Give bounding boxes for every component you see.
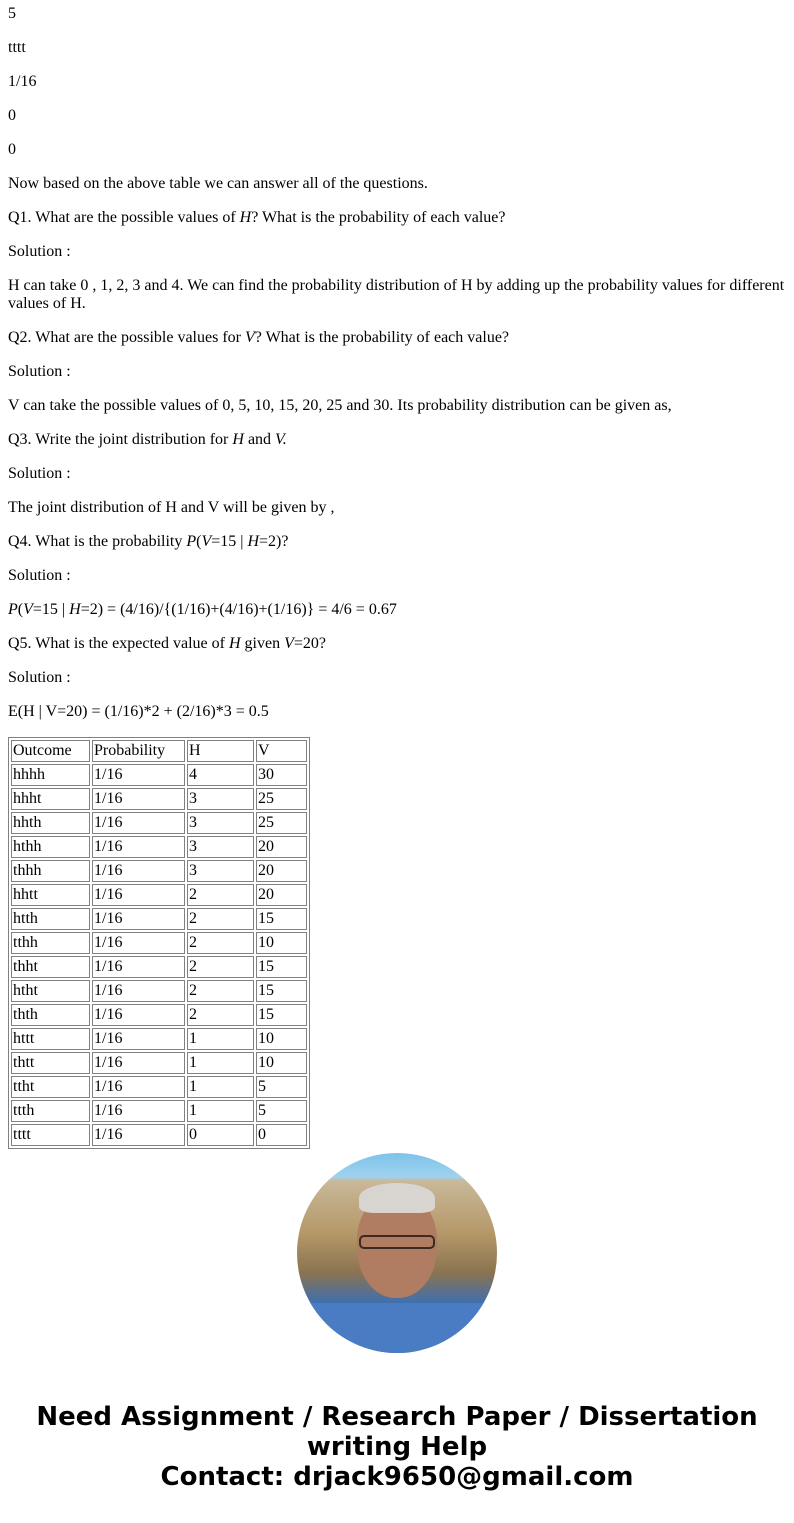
math-variable: H [239, 209, 252, 226]
table-cell: 1 [187, 1100, 254, 1122]
paragraph [8, 465, 788, 483]
text-segment: and [243, 431, 276, 448]
table-row [11, 956, 307, 978]
text-segment: Solution : [8, 567, 71, 584]
table-cell: 3 [187, 812, 254, 834]
table-cell: 1/16 [92, 908, 185, 930]
table-row [11, 1052, 307, 1074]
text-segment: Solution : [8, 243, 71, 260]
table-cell: 1/16 [92, 884, 185, 906]
table-row [11, 1124, 307, 1146]
paragraph [8, 39, 788, 57]
paragraph [8, 5, 788, 23]
table-row [11, 908, 307, 930]
table-cell: 1/16 [92, 788, 185, 810]
table-cell: 2 [187, 932, 254, 954]
paragraph [8, 601, 788, 619]
table-cell: 1/16 [92, 1100, 185, 1122]
table-cell: ttth [11, 1100, 90, 1122]
contact-banner [0, 1402, 794, 1492]
text-segment: Q3. Write the joint distribution for [8, 431, 233, 448]
column-header: V [256, 740, 307, 762]
table-header-row [11, 740, 307, 762]
table-cell: hhht [11, 788, 90, 810]
table-cell: 1/16 [92, 1124, 185, 1146]
text-segment: The joint distribution of H and V will be given by , [8, 499, 335, 516]
paragraph [8, 73, 788, 91]
table-cell: 3 [187, 788, 254, 810]
table-cell: tttt [11, 1124, 90, 1146]
math-variable: V [284, 635, 294, 652]
table-cell: 20 [256, 860, 307, 882]
paragraph [8, 175, 788, 193]
text-segment: =15 | [211, 533, 248, 550]
table-row [11, 764, 307, 786]
math-variable: V [244, 329, 255, 346]
table-cell: 0 [256, 1124, 307, 1146]
table-cell: 3 [187, 836, 254, 858]
table-cell: 20 [256, 836, 307, 858]
table-cell: 25 [256, 788, 307, 810]
table-cell: 25 [256, 812, 307, 834]
table-cell: 1 [187, 1028, 254, 1050]
table-cell: 1 [187, 1076, 254, 1098]
avatar-glasses [359, 1235, 435, 1249]
table-cell: 5 [256, 1076, 307, 1098]
table-cell: 1/16 [92, 1004, 185, 1026]
math-variable: H [247, 533, 260, 550]
contact-email: Contact: drjack9650@gmail.com [160, 1462, 634, 1492]
text-segment: Q1. What are the possible values of [8, 209, 240, 226]
table-row [11, 1100, 307, 1122]
text-segment: ( [17, 601, 24, 618]
table-cell: 1/16 [92, 956, 185, 978]
table-cell: 10 [256, 932, 307, 954]
text-segment: =2)? [259, 533, 289, 550]
table-row [11, 812, 307, 834]
table-cell: 5 [256, 1100, 307, 1122]
table-cell: htth [11, 908, 90, 930]
text-segment: 0 [8, 141, 16, 158]
math-variable: P [8, 601, 18, 618]
table-cell: ttht [11, 1076, 90, 1098]
column-header: H [187, 740, 254, 762]
paragraph [8, 141, 788, 159]
column-header: Probability [92, 740, 185, 762]
paragraph [8, 397, 788, 415]
table-cell: httt [11, 1028, 90, 1050]
paragraph [8, 363, 788, 381]
author-avatar [297, 1153, 497, 1353]
text-segment: Q5. What is the expected value of [8, 635, 229, 652]
table-cell: 30 [256, 764, 307, 786]
paragraph [8, 243, 788, 261]
column-header: Outcome [11, 740, 90, 762]
math-variable: H [69, 601, 81, 618]
paragraph [8, 209, 788, 227]
table-cell: 2 [187, 1004, 254, 1026]
avatar-hair [359, 1183, 435, 1213]
table-row [11, 860, 307, 882]
table-cell: tthh [11, 932, 90, 954]
paragraph [8, 533, 788, 551]
text-segment: 5 [8, 5, 16, 22]
table-cell: thtt [11, 1052, 90, 1074]
paragraph [8, 635, 788, 653]
table-cell: 15 [256, 908, 307, 930]
paragraph [8, 329, 788, 347]
text-segment: Solution : [8, 669, 71, 686]
text-segment: Solution : [8, 363, 71, 380]
table-cell: 1/16 [92, 764, 185, 786]
table-cell: 1/16 [92, 812, 185, 834]
table-cell: 10 [256, 1052, 307, 1074]
text-segment: Q4. What is the probability [8, 533, 187, 550]
table-cell: thth [11, 1004, 90, 1026]
table-row [11, 836, 307, 858]
paragraph [8, 277, 788, 313]
text-segment: =2) = (4/16)/{(1/16)+(4/16)+(1/16)} = 4/6 = 0.67 [80, 601, 397, 618]
paragraph [8, 107, 788, 125]
text-segment: Q2. What are the possible values for [8, 329, 245, 346]
table-cell: htht [11, 980, 90, 1002]
text-segment: ( [196, 533, 202, 550]
table-cell: 2 [187, 908, 254, 930]
table-cell: 3 [187, 860, 254, 882]
table-cell: hhhh [11, 764, 90, 786]
table-cell: hthh [11, 836, 90, 858]
text-segment: 1/16 [8, 73, 37, 90]
help-banner-text: Need Assignment / Research Paper / Dissertation writing Help [36, 1402, 758, 1462]
math-variable: P [186, 533, 197, 550]
text-segment: Solution : [8, 465, 71, 482]
table-cell: thht [11, 956, 90, 978]
table-cell: 2 [187, 980, 254, 1002]
table-row [11, 1028, 307, 1050]
text-segment: =20? [293, 635, 326, 652]
text-segment: Now based on the above table we can answer all of the questions. [8, 175, 428, 192]
text-segment: V can take the possible values of 0, 5, 10, 15, 20, 25 and 30. Its probability distribution can be given as, [8, 397, 672, 414]
table-row [11, 788, 307, 810]
paragraph [8, 703, 788, 721]
math-variable: V [201, 533, 212, 550]
table-cell: 2 [187, 884, 254, 906]
table-cell: 1/16 [92, 1076, 185, 1098]
table-cell: 15 [256, 1004, 307, 1026]
table-cell: 1/16 [92, 1052, 185, 1074]
paragraph [8, 431, 788, 449]
table-cell: thhh [11, 860, 90, 882]
solution-text [8, 5, 788, 721]
avatar-shirt [297, 1303, 497, 1353]
table-cell: 1/16 [92, 836, 185, 858]
table-cell: 4 [187, 764, 254, 786]
text-segment: =15 | [32, 601, 70, 618]
table-row [11, 980, 307, 1002]
table-cell: hhth [11, 812, 90, 834]
table-row [11, 1076, 307, 1098]
table-cell: 20 [256, 884, 307, 906]
table-cell: 1 [187, 1052, 254, 1074]
table-cell: 2 [187, 956, 254, 978]
text-segment: given [240, 635, 285, 652]
table-cell: 1/16 [92, 932, 185, 954]
paragraph [8, 567, 788, 585]
math-variable: H [228, 635, 241, 652]
math-variable: V. [275, 431, 287, 448]
table-cell: 10 [256, 1028, 307, 1050]
text-segment: ? What is the probability of each value? [251, 209, 506, 226]
text-segment: H can take 0 , 1, 2, 3 and 4. We can find the probability distribution of H by adding up the probability values for different values of H. [8, 277, 785, 312]
table-cell: hhtt [11, 884, 90, 906]
outcome-table [8, 737, 310, 1149]
table-cell: 1/16 [92, 860, 185, 882]
text-segment: ? What is the probability of each value? [254, 329, 510, 346]
table-cell: 1/16 [92, 980, 185, 1002]
table-cell: 15 [256, 980, 307, 1002]
table-row [11, 932, 307, 954]
text-segment: tttt [8, 39, 26, 56]
table-cell: 0 [187, 1124, 254, 1146]
math-variable: V [23, 601, 33, 618]
article-body [8, 0, 788, 1149]
table-row [11, 884, 307, 906]
paragraph [8, 499, 788, 517]
text-segment: E(H | V=20) = (1/16)*2 + (2/16)*3 = 0.5 [8, 703, 269, 720]
table-cell: 15 [256, 956, 307, 978]
math-variable: H [232, 431, 244, 448]
table-row [11, 1004, 307, 1026]
table-cell: 1/16 [92, 1028, 185, 1050]
text-segment: 0 [8, 107, 16, 124]
paragraph [8, 669, 788, 687]
